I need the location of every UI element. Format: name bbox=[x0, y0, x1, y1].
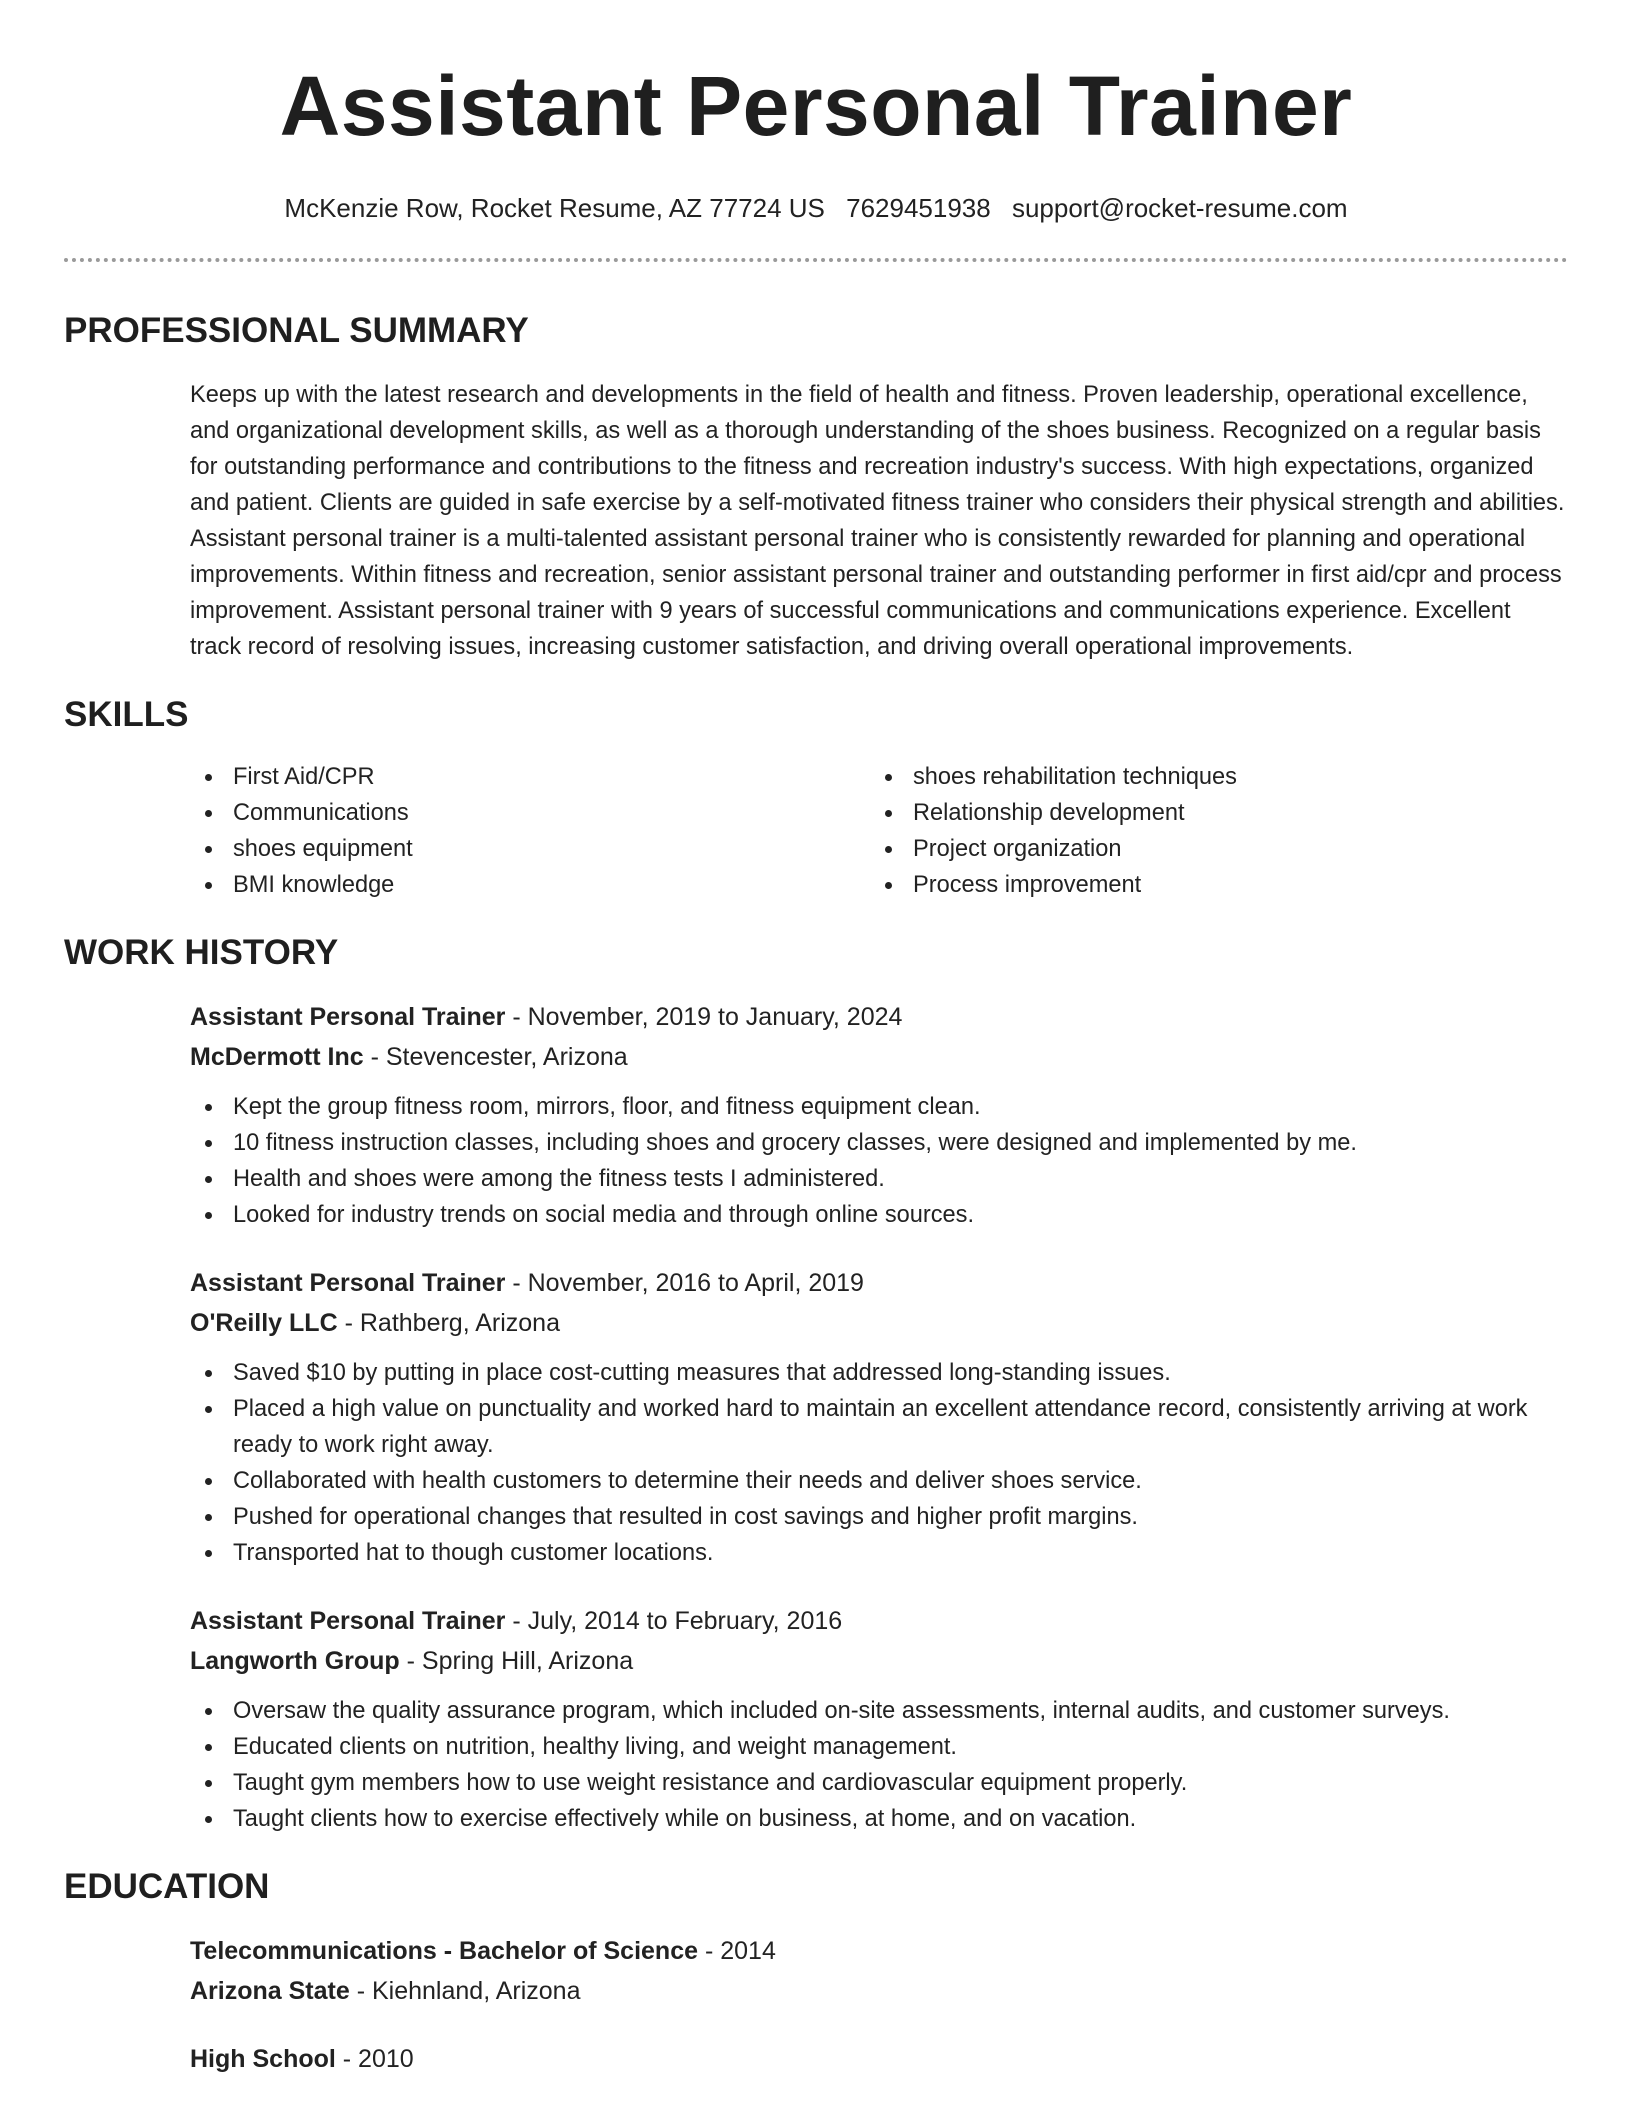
contact-phone: 7629451938 bbox=[846, 193, 991, 223]
skill-item: shoes equipment bbox=[190, 831, 870, 867]
skill-item: shoes rehabilitation techniques bbox=[870, 759, 1550, 795]
education-school: Arizona State bbox=[190, 1977, 350, 2005]
skill-item: BMI knowledge bbox=[190, 867, 870, 903]
skills-left-list bbox=[190, 759, 870, 903]
job-bullet: Saved $10 by putting in place cost-cutting measures that addressed long-standing issues. bbox=[190, 1355, 1568, 1391]
skill-item: Relationship development bbox=[870, 795, 1550, 831]
skill-item: First Aid/CPR bbox=[190, 759, 870, 795]
skills-heading: SKILLS bbox=[64, 695, 189, 734]
job-bullet: Taught gym members how to use weight resistance and cardiovascular equipment properly. bbox=[190, 1765, 1568, 1801]
job-bullet: Looked for industry trends on social media and through online sources. bbox=[190, 1197, 1568, 1233]
education-year: - 2010 bbox=[335, 2045, 414, 2073]
education-degree-line bbox=[190, 2039, 1568, 2079]
job-bullet: Collaborated with health customers to determine their needs and deliver shoes service. bbox=[190, 1463, 1568, 1499]
job-company: McDermott Inc bbox=[190, 1043, 364, 1071]
work-heading: WORK HISTORY bbox=[64, 933, 339, 972]
job-entry bbox=[190, 1263, 1568, 1571]
job-bullet: Oversaw the quality assurance program, which included on-site assessments, internal audits, and customer surveys. bbox=[190, 1693, 1568, 1729]
job-dates: - November, 2019 to January, 2024 bbox=[505, 1003, 903, 1031]
job-title-line bbox=[190, 1601, 1568, 1641]
job-company: O'Reilly LLC bbox=[190, 1309, 338, 1337]
skill-item: Project organization bbox=[870, 831, 1550, 867]
education-school-line bbox=[190, 1971, 1568, 2011]
education-degree-line bbox=[190, 1931, 1568, 1971]
job-role: Assistant Personal Trainer bbox=[190, 1269, 506, 1297]
education-section bbox=[0, 1865, 1632, 2079]
job-title-line bbox=[190, 1263, 1568, 1303]
education-entry bbox=[190, 2039, 1568, 2079]
job-company-line bbox=[190, 1037, 1568, 1077]
job-bullet: Transported hat to though customer locations. bbox=[190, 1535, 1568, 1571]
job-bullet: Health and shoes were among the fitness tests I administered. bbox=[190, 1161, 1568, 1197]
job-bullets bbox=[190, 1355, 1568, 1571]
summary-section bbox=[0, 309, 1632, 665]
job-company-line bbox=[190, 1641, 1568, 1681]
education-degree: High School bbox=[190, 2045, 336, 2073]
job-bullet: Taught clients how to exercise effectively while on business, at home, and on vacation. bbox=[190, 1801, 1568, 1837]
contact-address: McKenzie Row, Rocket Resume, AZ 77724 US bbox=[284, 193, 825, 223]
job-dates: - November, 2016 to April, 2019 bbox=[505, 1269, 864, 1297]
education-entry bbox=[190, 1931, 1568, 2011]
job-bullet: Educated clients on nutrition, healthy living, and weight management. bbox=[190, 1729, 1568, 1765]
job-role: Assistant Personal Trainer bbox=[190, 1607, 506, 1635]
contact-line bbox=[0, 192, 1632, 224]
skills-right-list bbox=[870, 759, 1550, 903]
job-company: Langworth Group bbox=[190, 1647, 400, 1675]
job-dates: - July, 2014 to February, 2016 bbox=[505, 1607, 843, 1635]
skills-section bbox=[0, 693, 1632, 903]
contact-email: support@rocket-resume.com bbox=[1011, 193, 1348, 223]
work-section bbox=[0, 931, 1632, 1837]
job-location: - Spring Hill, Arizona bbox=[399, 1647, 634, 1675]
header-divider bbox=[64, 258, 1568, 262]
education-degree: Telecommunications - Bachelor of Science bbox=[190, 1937, 699, 1965]
education-heading: EDUCATION bbox=[64, 1867, 270, 1906]
job-location: - Rathberg, Arizona bbox=[337, 1309, 560, 1337]
job-company-line bbox=[190, 1303, 1568, 1343]
job-bullet: Pushed for operational changes that resulted in cost savings and higher profit margins. bbox=[190, 1499, 1568, 1535]
job-bullet: 10 fitness instruction classes, including shoes and grocery classes, were designed and implemented by me. bbox=[190, 1125, 1568, 1161]
skills-columns bbox=[190, 759, 1568, 903]
job-title-line bbox=[190, 997, 1568, 1037]
job-bullets bbox=[190, 1693, 1568, 1837]
job-bullets bbox=[190, 1089, 1568, 1233]
job-bullet: Kept the group fitness room, mirrors, floor, and fitness equipment clean. bbox=[190, 1089, 1568, 1125]
job-location: - Stevencester, Arizona bbox=[363, 1043, 628, 1071]
resume-name: Assistant Personal Trainer bbox=[279, 59, 1353, 153]
job-bullet: Placed a high value on punctuality and worked hard to maintain an excellent attendance record, consistently arriving at work ready to work right away. bbox=[190, 1391, 1568, 1463]
education-location: - Kiehnland, Arizona bbox=[349, 1977, 581, 2005]
skill-item: Process improvement bbox=[870, 867, 1550, 903]
skill-item: Communications bbox=[190, 795, 870, 831]
job-role: Assistant Personal Trainer bbox=[190, 1003, 506, 1031]
education-year: - 2014 bbox=[698, 1937, 776, 1965]
job-entry bbox=[190, 997, 1568, 1233]
summary-text: Keeps up with the latest research and developments in the field of health and fitness. Proven leadership, operational excellence, and organizational development skills, as well as a thorough understanding of the shoes business. Recognized on a regular basis for outstanding performance and contributions to the fitness and recreation industry's success. With high expectations, organized and patient. Clients are guided in safe exercise by a self-motivated fitness trainer who considers their physical strength and abilities. Assistant personal trainer is a multi-talented assistant personal trainer who is consistently rewarded for planning and operational improvements. Within fitness and recreation, senior assistant personal trainer and outstanding performer in first aid/cpr and process improvement. Assistant personal trainer with 9 years of successful communications and communications experience. Excellent track record of resolving issues, increasing customer satisfaction, and driving overall operational improvements. bbox=[190, 382, 1565, 660]
job-entry bbox=[190, 1601, 1568, 1837]
summary-heading: PROFESSIONAL SUMMARY bbox=[64, 311, 529, 350]
